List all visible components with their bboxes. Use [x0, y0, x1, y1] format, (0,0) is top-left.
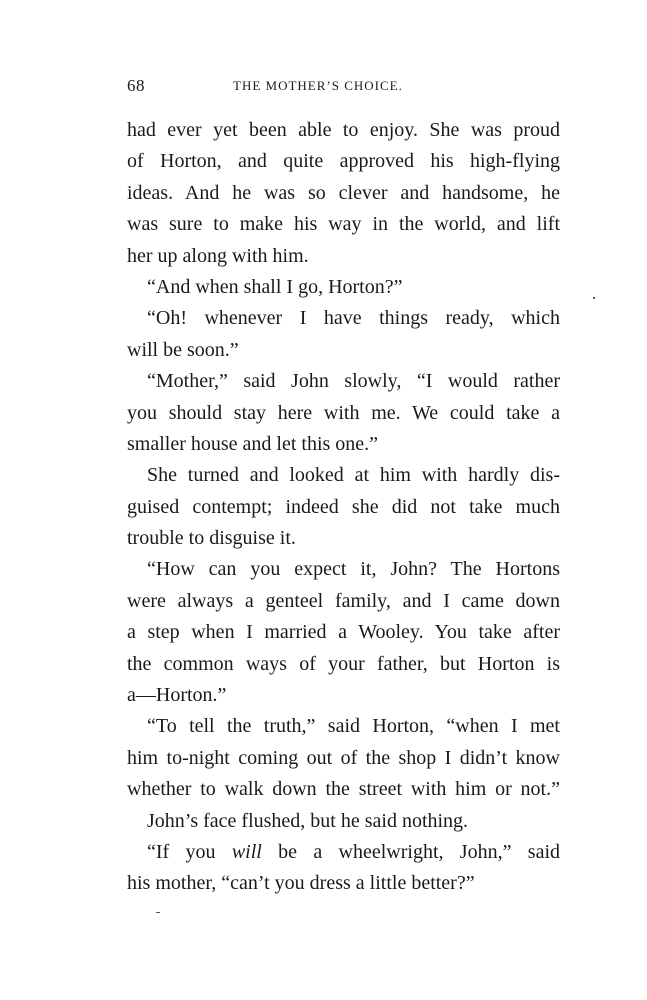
text-line: the common ways of your father, but Horton is — [127, 652, 560, 675]
page-number: 68 — [127, 76, 145, 95]
text-line: guised contempt; indeed she did not take much — [127, 495, 560, 518]
body-text — [127, 115, 560, 900]
text-line: a—Horton.” — [127, 684, 227, 707]
text-line: “If you will be a wheelwright, John,” said — [147, 840, 560, 863]
text-line: “How can you expect it, John? The Hortons — [147, 558, 560, 581]
text-line: “Mother,” said John slowly, “I would rather — [147, 370, 560, 393]
text-line: you should stay here with me. We could take a — [127, 401, 560, 424]
text-line: had ever yet been able to enjoy. She was proud — [127, 119, 560, 141]
text-line: of Horton, and quite approved his high-flying — [127, 150, 560, 173]
text-line: smaller house and let this one.” — [127, 432, 379, 455]
text-line: his mother, “can’t you dress a little better?” — [127, 872, 475, 895]
text-line: “To tell the truth,” said Horton, “when I met — [147, 715, 560, 738]
text-line: “And when shall I go, Horton?” — [147, 275, 403, 298]
text-line: whether to walk down the street with him or not.” — [127, 778, 560, 801]
text-line: John’s face flushed, but he said nothing. — [147, 809, 469, 832]
page-header — [127, 76, 560, 100]
text-line: were always a genteel family, and I came down — [127, 589, 560, 612]
emphasized-word: will — [231, 840, 262, 863]
text-line: him to-night coming out of the shop I didn’t know — [127, 746, 560, 769]
text-line: “Oh! whenever I have things ready, which — [147, 307, 560, 330]
text-line: She turned and looked at him with hardly dis- — [147, 464, 560, 487]
ink-speck — [156, 912, 160, 913]
ink-speck — [593, 297, 595, 299]
text-line: trouble to disguise it. — [127, 527, 296, 550]
text-line: ideas. And he was so clever and handsome, he — [127, 181, 560, 204]
text-line: was sure to make his way in the world, and lift — [127, 213, 560, 236]
text-line: a step when I married a Wooley. You take after — [127, 621, 560, 644]
text-line: will be soon.” — [127, 338, 239, 361]
text-line: her up along with him. — [127, 244, 309, 267]
running-head: THE MOTHER’S CHOICE. — [233, 78, 403, 93]
